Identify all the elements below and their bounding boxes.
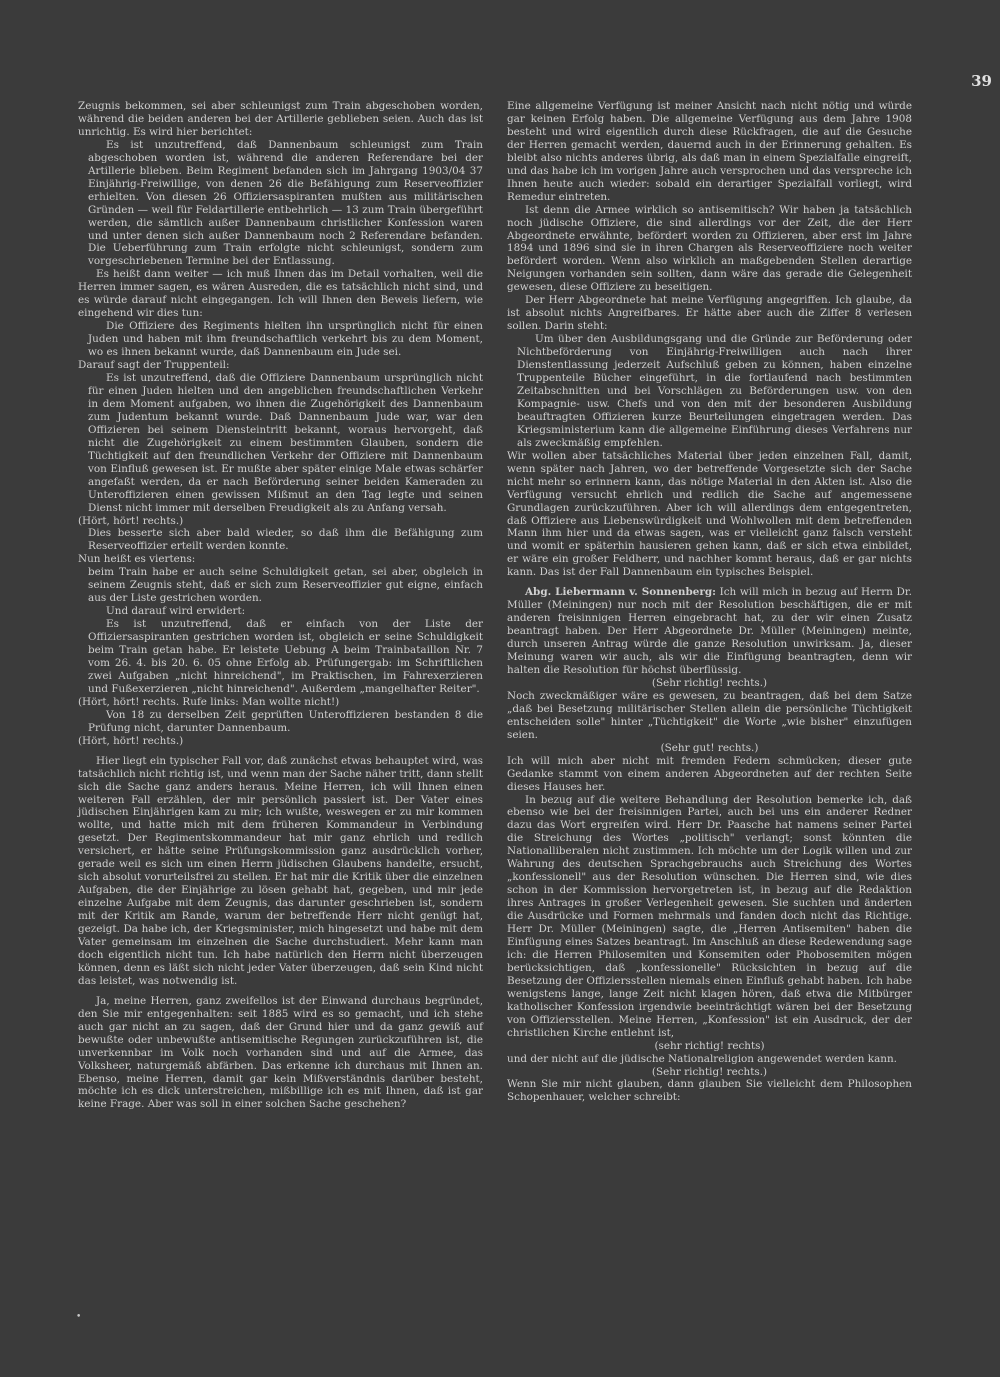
paragraph: Hier liegt ein typischer Fall vor, daß zunächst etwas behauptet wird, was tatsächlich nicht richtig ist, und wenn man der Sache näher tritt, dann stellt sich die Sache ganz anders heraus. Meine Herren, ich will Ihnen einen weiteren Fall erzählen, der mir persönlich passiert ist. Der Vater eines jüdischen Einjährigen kam zu mir; ich wußte, weswegen er zu mir kommen wollte, und hatte mich mit dem früheren Kommandeur in Verbindung gesetzt. Der Regimentskommandeur hat mir ganz ehrlich und redlich versichert, er hätte seine Prüfungskommission ganz ausdrücklich vorher, gerade weil es sich um einen Herrn jüdischen Glaubens handelte, ersucht, sich absolut vorurteilsfrei zu stellen. Er hat mir die Kritik über die einzelnen Aufgaben, die der Einjährige zu lösen gehabt hat, gegeben, und mir jede einzelne Aufgabe mit dem Zeugnis, das darunter geschrieben ist, sondern mit der Kritik am Rande, warum der betreffende Herr nicht genügt hat, gezeigt. Da habe ich, der Kriegsminister, mich hingesetzt und habe mit dem Vater gemeinsam im einzelnen die Sache durchstudiert. Mehr kann man doch eigentlich nicht tun. Ich habe natürlich den Herrn nicht überzeugen können, denn es läßt sich nicht jeder Vater überzeugen, daß sein Kind nicht das leistet, was notwendig ist. <box>78 754 483 987</box>
paragraph: Eine allgemeine Verfügung ist meiner Ansicht nach nicht nötig und würde gar keinen Erfolg haben. Die allgemeine Verfügung aus dem Jahre 1908 besteht und wird eigentlich durch diese Rückfragen, die auf die Gesuche der Herren gemacht werden, dauernd auch in der Erinnerung gehalten. Es bleibt also nichts anderes übrig, als daß man in einem Spezialfalle eingreift, und das habe ich im vorigen Jahre auch versprochen und das verspreche ich Ihnen heute auch wieder: sobald ein derartiger Spezialfall vorliegt, wird Remedur eintreten. <box>507 100 912 203</box>
speech-text: Ich will mich in bezug auf Herrn Dr. Müller (Meiningen) nur noch mit der Resolution beschäftigen, die er mit anderen freisinnigen Herren eingebracht hat, zu der wir einen Zusatz beantragt haben. Der Herr Abgeordnete Dr. Müller (Meiningen) meinte, durch unseren Antrag würde die ganze Resolution unwirksam. Ja, dieser Meinung waren wir auch, als wir die Einfügung beantragten, denn wir halten die Resolution für höchst überflüssig. <box>507 586 912 676</box>
interjection: (Hört, hört! rechts.) <box>78 734 184 747</box>
footer-mark: • <box>76 1312 82 1322</box>
paragraph: Darauf sagt der Truppenteil: <box>78 359 230 372</box>
quoted-claim: beim Train habe er auch seine Schuldigkeit getan, sei aber, obgleich in seinem Zeugnis steht, daß er sich zum Reserveoffizier gut eigne, einfach aus der Liste gestrichen worden. <box>88 566 483 605</box>
quoted-report: Es ist unzutreffend, daß die Offiziere Dannenbaum ursprünglich nicht für einen Juden hielten und den angeblichen freundschaftlichen Verkehr in dem Moment aufgaben, wo ihnen die Zugehörigkeit des Dannenbaum zum Judentum bekannt wurde. Daß Dannenbaum Jude war, war den Offizieren bei seinem Diensteintritt bekannt, woraus hervorgeht, daß nicht die Zugehörigkeit zu einem bestimmten Glauben, sondern die Tüchtigkeit auf den freundlichen Verkehr der Offiziere mit Dannenbaum von Einfluß gewesen ist. Er mußte aber später einige Male etwas schärfer angefaßt werden, da er nach Beförderung seiner beiden Kameraden zu Unteroffizieren einen gewissen Mißmut an den Tag legte und seinen Dienst nicht immer mit derselben Freudigkeit als zu Anfang versah. <box>88 372 483 514</box>
paragraph: Nun heißt es viertens: <box>78 553 196 566</box>
paragraph: und der nicht auf die jüdische Nationalreligion angewendet werden kann. <box>507 1052 897 1065</box>
quoted-claim: Die Offiziere des Regiments hielten ihn ursprünglich nicht für einen Juden und haben mit ihm freundschaftlich verkehrt bis zu dem Moment, wo es ihnen bekannt wurde, daß Dannenbaum ein Jude sei. <box>88 320 483 359</box>
left-column <box>78 100 483 1111</box>
interjection: (Sehr richtig! rechts.) <box>651 1065 768 1078</box>
paragraph: In bezug auf die weitere Behandlung der Resolution bemerke ich, daß ebenso wie bei der freisinnigen Partei, auch bei uns ein anderer Redner dazu das Wort ergreifen wird. Herr Dr. Paasche hat namens seiner Partei die Streichung des Wortes „politisch" verlangt; sonst könnten die Nationalliberalen nicht zustimmen. Ich möchte um der Logik willen und zur Wahrung des deutschen Sprachgebrauchs auch Streichung des Wortes „konfessionell" aus der Resolution wünschen. Die Herren sind, wie dies schon in der Kommission hervorgetreten ist, in bezug auf die Redaktion ihres Antrages in großer Verlegenheit gewesen. Sie suchten und änderten die Ausdrücke und Formen mehrmals und fanden doch nicht das Richtige. Herr Dr. Müller (Meiningen) sagte, die „Herren Antisemiten" haben die Einfügung eines Satzes beantragt. Im Anschluß an diese Redewendung sage ich: die Herren Philosemiten und Konsemiten oder Phobosemiten mögen berücksichtigen, daß „konfessionelle" Rücksichten in bezug auf die Besetzung der Offiziersstellen niemals einen Einfluß gehabt haben. Ich habe wenigstens lange, lange Zeit nicht klagen hören, daß etwa die Mitbürger katholischer Konfession irgendwie beeinträchtigt wären bei der Besetzung von Offiziersstellen. Meine Herren, „Konfession" ist ein Ausdruck, der der christlichen Kirche entlehnt ist, <box>507 793 912 1039</box>
interjection: (sehr richtig! rechts) <box>654 1039 765 1052</box>
quoted-report: Es ist unzutreffend, daß er einfach von der Liste der Offiziersaspiranten gestrichen worden ist, obgleich er seine Schuldigkeit beim Train getan habe. Er leistete Uebung A beim Trainbataillon Nr. 7 vom 26. 4. bis 20. 6. 05 ohne Erfolg ab. Prüfungergab: im Schriftlichen zwei Aufgaben „nicht hinreichend", im Praktischen, im Fahrexerzieren und Fußexerzieren „nicht hinreichend". Außerdem „mangelhafter Reiter". <box>88 618 483 695</box>
interjection: (Sehr richtig! rechts.) <box>651 676 768 689</box>
paragraph: Ist denn die Armee wirklich so antisemitisch? Wir haben ja tatsächlich noch jüdische Offiziere, die sind allerdings vor der Zeit, die der Herr Abgeordnete erwähnte, befördert worden zu Offizieren, aber erst im Jahre 1894 und 1896 sind sie in ihren Chargen als Reserveoffiziere noch weiter befördert worden. Wenn also wirklich an maßgebenden Stellen derartige Neigungen vorhanden sein sollten, dann wäre das gerade die Gelegenheit gewesen, diese Offiziere zu beseitigen. <box>507 203 912 294</box>
quoted-order: Um über den Ausbildungsgang und die Gründe zur Beförderung oder Nichtbeförderung von Einjährig-Freiwilligen auch nach ihrer Dienstentlassung jederzeit Aufschluß geben zu können, haben einzelne Truppenteile Bücher eingeführt, in die fortlaufend nach bestimmten Zeitabschnitten und bei Vorschlägen zu Beförderungen usw. von den Kompagnie- usw. Chefs und von den mit der besonderen Ausbildung beauftragten Offizieren kurze Beurteilungen eingetragen werden. Das Kriegsministerium kann die allgemeine Einführung dieses Verfahrens nur als zweckmäßig empfehlen. <box>517 333 912 449</box>
paragraph: Noch zweckmäßiger wäre es gewesen, zu beantragen, daß bei dem Satze „daß bei Besetzung militärischer Stellen allein die persönliche Tüchtigkeit entscheiden solle" hinter „Tüchtigkeit" die Worte „wie bisher" einzufügen seien. <box>507 689 912 741</box>
interjection: (Sehr gut! rechts.) <box>660 741 759 754</box>
interjection: (Hört, hört! rechts.) <box>78 514 184 527</box>
paragraph: Ich will mich aber nicht mit fremden Federn schmücken; dieser gute Gedanke stammt von einem anderen Abgeordneten auf der rechten Seite dieses Hauses her. <box>507 754 912 793</box>
quoted-report: Dies besserte sich aber bald wieder, so daß ihm die Befähigung zum Reserveoffizier erteilt werden konnte. <box>88 527 483 553</box>
right-column <box>507 100 912 1104</box>
paragraph: Der Herr Abgeordnete hat meine Verfügung angegriffen. Ich glaube, da ist absolut nichts Angreifbares. Er hätte aber auch die Ziffer 8 verlesen sollen. Darin steht: <box>507 294 912 333</box>
interjection: (Hört, hört! rechts. Rufe links: Man wollte nicht!) <box>78 695 340 708</box>
paragraph: Es heißt dann weiter — ich muß Ihnen das im Detail vorhalten, weil die Herren immer sagen, es wären Ausreden, die es tatsächlich nicht sind, und es würde darauf nicht eingegangen. Ich will Ihnen den Beweis liefern, wie eingehend wir dies tun: <box>78 268 483 320</box>
paragraph: Zeugnis bekommen, sei aber schleunigst zum Train abgeschoben worden, während die beiden anderen bei der Artillerie geblieben seien. Auch das ist unrichtig. Es wird hier berichtet: <box>78 100 483 138</box>
paragraph: Wir wollen aber tatsächliches Material über jeden einzelnen Fall, damit, wenn später nach Jahren, wo der betreffende Vorgesetzte sich der Sache nicht mehr so erinnern kann, das nötige Material in den Akten ist. Also die Verfügung versucht ehrlich und redlich die Sache auf angemessene Grundlagen zurückzuführen. Aber ich will allerdings dem entgegentreten, daß Offiziere aus Liebenswürdigkeit und Wohlwollen mit dem betreffenden Mann ihm hier und da etwas sagen, was er vielleicht ganz falsch versteht und womit er späterhin hausieren gehen kann, daß er sich etwa einbildet, er wäre ein großer Feldherr, und nachher kommt heraus, daß er gar nichts kann. Das ist der Fall Dannenbaum ein typisches Beispiel. <box>507 449 912 579</box>
quoted-report: Es ist unzutreffend, daß Dannenbaum schleunigst zum Train abgeschoben worden ist, während die anderen Referendare bei der Artillerie blieben. Beim Regiment befanden sich im Jahrgang 1903/04 37 Einjährig-Freiwillige, von denen 26 die Befähigung zum Reserveoffizier erhielten. Von diesen 26 Offiziersaspiranten mußten aus militärischen Gründen — weil für Feldartillerie entbehrlich — 13 zum Train übergeführt werden, die sämtlich außer Dannenbaum christlicher Konfession waren und unter denen sich außer Dannenbaum noch 2 Referendare befanden. Die Ueberführung zum Train erfolgte nicht schleunigst, sondern zum vorgeschriebenen Termine bei der Entlassung. <box>88 138 483 268</box>
speaker-name: Abg. Liebermann v. Sonnenberg: <box>525 586 716 599</box>
quoted-report: Von 18 zu derselben Zeit geprüften Unteroffizieren bestanden 8 die Prüfung nicht, darunter Dannenbaum. <box>88 708 483 734</box>
page-number: 39 <box>971 72 992 90</box>
paragraph: Ja, meine Herren, ganz zweifellos ist der Einwand durchaus begründet, den Sie mir entgegenhalten: seit 1885 wird es so gemacht, und ich stehe auch gar nicht an zu sagen, daß der Grund hier und da ganz gewiß auf bewußte oder unbewußte antisemitische Regungen zurückzuführen ist, die unverkennbar im Volk noch vorhanden sind und auf die Armee, das Volksheer, naturgemäß abfärben. Das erkenne ich durchaus mit Ihnen an. Ebenso, meine Herren, damit gar kein Mißverständnis darüber besteht, möchte ich es dick unterstreichen, mißbillige ich es mit Ihnen, daß ist gar keine Frage. Aber was soll in einer solchen Sache geschehen? <box>78 994 483 1111</box>
paragraph: Und darauf wird erwidert: <box>106 605 246 618</box>
speaker-paragraph <box>507 586 912 677</box>
paragraph: Wenn Sie mir nicht glauben, dann glauben Sie vielleicht dem Philosophen Schopenhauer, welcher schreibt: <box>507 1078 912 1104</box>
